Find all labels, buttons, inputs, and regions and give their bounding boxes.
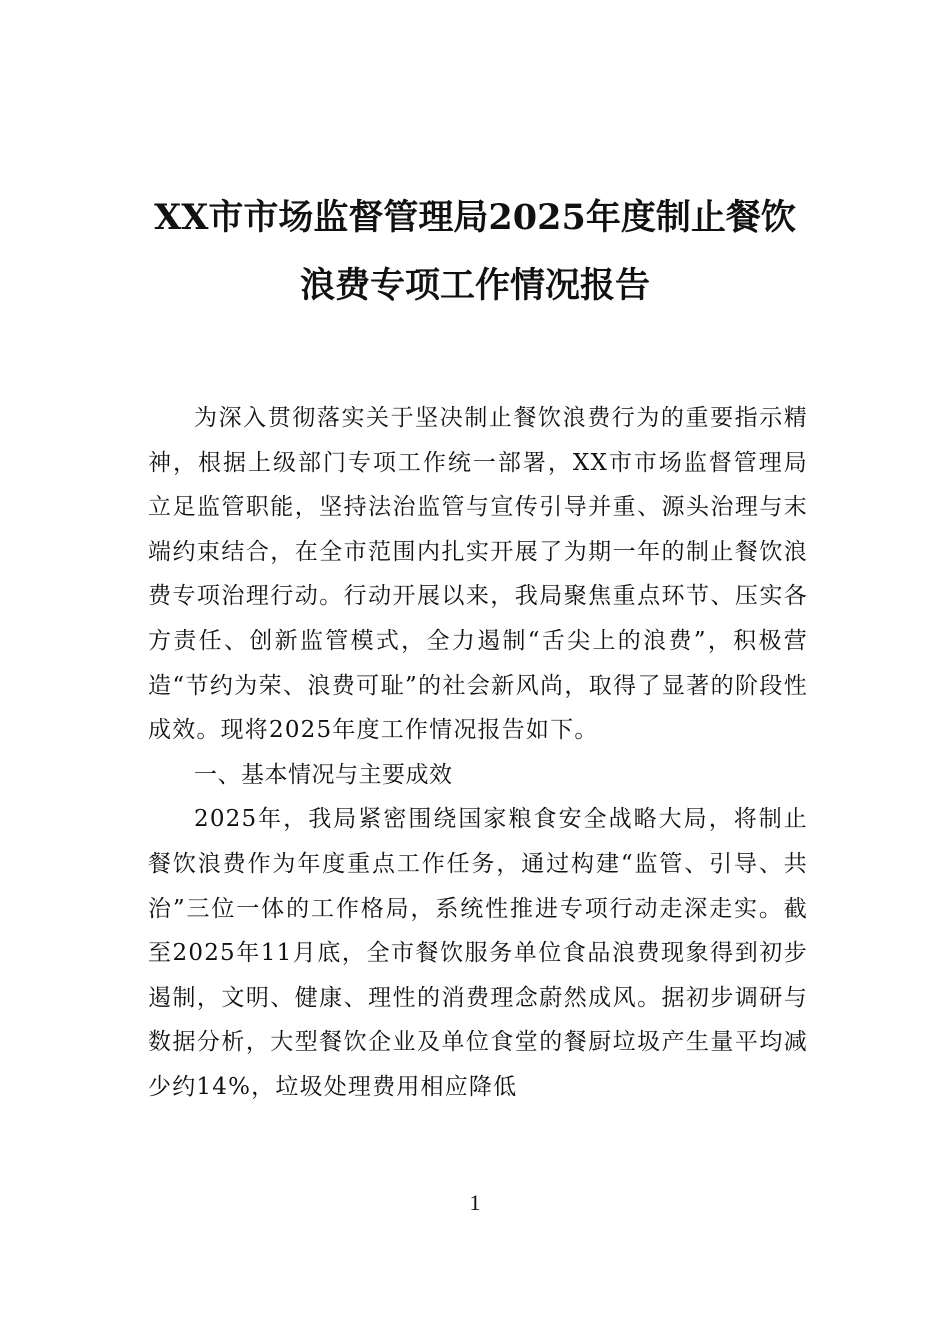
section-1-paragraph: 2025年，我局紧密围绕国家粮食安全战略大局，将制止餐饮浪费作为年度重点工作任务，通过构建“监管、引导、共治”三位一体的工作格局，系统性推进专项行动走深走实。截至2025年11月底，全市餐饮服务单位食品浪费现象得到初步遏制，文明、健康、理性的消费理念蔚然成风。据初步调研与数据分析，大型餐饮企业及单位食堂的餐厨垃圾产生量平均减少约14%，垃圾处理费用相应降低 — [148, 806, 808, 1100]
section-heading-1: 一、基本情况与主要成效 — [194, 761, 453, 788]
intro-paragraph: 为深入贯彻落实关于坚决制止餐饮浪费行为的重要指示精神，根据上级部门专项工作统一部署，XX市市场监督管理局立足监管职能，坚持法治监管与宣传引导并重、源头治理与末端约束结合，在全市范围内扎实开展了为期一年的制止餐饮浪费专项治理行动。行动开展以来，我局聚焦重点环节、压实各方责任、创新监管模式，全力遏制“舌尖上的浪费”，积极营造“节约为荣、浪费可耻”的社会新风尚，取得了显著的阶段性成效。现将2025年度工作情况报告如下。 — [148, 405, 808, 744]
document-title-line-2: 浪费专项工作情况报告 — [299, 265, 650, 306]
page-number: 1 — [469, 1190, 481, 1215]
document-body — [148, 396, 808, 1110]
document-title-line-1: XX市市场监督管理局2025年度制止餐饮 — [154, 197, 796, 238]
